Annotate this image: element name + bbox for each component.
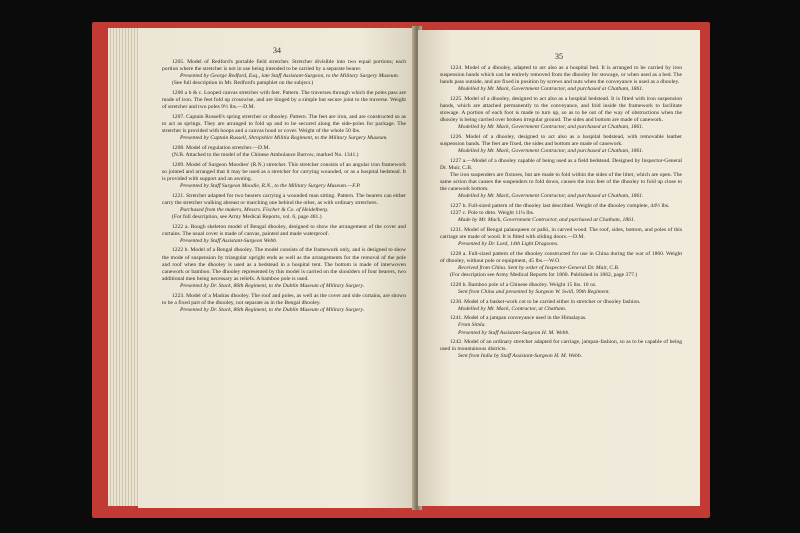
entry-text: 1221. Stretcher adapted for two bearers carrying a wounded man sitting. Pattern. The bearers can either carry the stretcher walking abreast or marching one behind the other, as with ordinary stretchers.: [162, 192, 406, 206]
entry-text: 1225. Model of a dhooley, designed to act also as a hospital bedstead. It is fitted with iron suspension bands, which are attached permanently to the conveyance, and fold inside the framework to facilitate stowage. A portion of each foot is made to turn up, so as to be out of the way of obstructions when the dhooley is being carried over broken irregular ground. The sides and bottom are made of canework.: [440, 95, 682, 124]
catalogue-entry: [162, 193, 406, 221]
entry-text: 1227 c. Pole to ditto. Weight 11¼ lbs.: [450, 210, 535, 217]
entry-provenance: Presented by Dr. Stack, 86th Regiment, to the Dublin Museum of Military Surgery.: [180, 306, 365, 313]
entry-provenance: From Simla.: [458, 322, 486, 329]
entry-text: 1223. Model of a Madras dhooley. The roof and poles, as well as the cover and side curtains, are shown to be a fixed part of the dhooley, not separate as in the Bengal dhooley.: [162, 292, 406, 306]
page-edge-stack: [108, 28, 140, 506]
page-number-right: 35: [555, 52, 563, 61]
entry-provenance: Sent from India by Staff Assistant-Surgeon H. M. Webb.: [458, 353, 583, 360]
catalogue-entry: [440, 339, 682, 360]
entry-text: 1207. Captain Russell's spring stretcher or dhooley. Pattern. The feet are iron, and are constructed so as to act as springs. They are arranged to fold up and to be secured along the side-poles for package. The stretcher is provided with hoops and a canvas hood or cover. Weight of the whole 50 lbs.: [162, 113, 406, 135]
catalogue-entry: [162, 247, 406, 290]
entry-provenance: Presented by Staff Assistant-Surgeon Webb.: [180, 237, 278, 244]
entry-text: (For description see Army Medical Reports for 1860. Published in 1862, page 377.): [450, 272, 638, 279]
entry-provenance: Modelled by Mr. Mack, Government Contractor, and purchased at Chatham, 1861.: [458, 193, 644, 200]
catalogue-entry: [440, 251, 682, 279]
entry-provenance: Presented by Staff Surgeon Moodie, R.N., to the Military Surgery Museum.—F.P.: [180, 182, 361, 189]
entry-text: 1222 a. Rough skeleton model of Bengal dhooley, designed to show the arrangement of the cover and curtains. The usual cover is made of canvas, painted and made waterproof.: [162, 223, 406, 237]
entry-text: (N.B. Attached to the model of the Chinese Ambulance Barrow, marked No. 1341.): [172, 151, 359, 158]
entry-provenance: Presented by Dr. Lord, 14th Light Dragoons.: [458, 241, 559, 248]
entry-provenance: Sent from China and presented by Surgeon W. Swill, 99th Regiment.: [458, 288, 610, 295]
catalogue-entry: [440, 299, 682, 313]
entry-text: (See full description in Mr. Redford's pamphlet on the subject.): [172, 80, 314, 87]
entry-text: 1222 b. Model of a Bengal dhooley. The model consists of the framework only, and is designed to show the mode of suspension by triangular upright ends as well as the arrangements for the removal of the pole and roof when the dhooley is used as a bedstead in a hospital tent. The bottom is made of interwoven canework or bamboo. The dhooley represented by this model is carried on the shoulders of four bearers, two additional men being necessary as reliefs. A bamboo pole is used.: [162, 247, 406, 282]
entry-text: 1227 b. Full-sized pattern of the dhooley last described. Weight of the dhooley complete, 44½ lbs.: [450, 203, 670, 210]
entry-provenance: Purchased from the makers, Messrs. Fischer & Co. of Heidelberg.: [180, 206, 329, 213]
catalogue-entry: [162, 145, 406, 159]
entry-text: 1209. Model of Surgeon Moodies' (R.N.) stretcher. This stretcher consists of an angular iron framework so jointed and arranged that it may be used as a stretcher for carrying wounded, or as a hospital bedstead. It is provided with support and an awning.: [162, 161, 406, 182]
entry-text: 1208. Model of regulation stretcher.—D.M.: [172, 144, 270, 151]
entry-text: 1206 a b & c. Looped canvas stretcher with feet. Pattern. The traverses through which the poles pass are made of iron. The feet fold up crosswise, and are hinged by a simple but secure joint to the traverse. Weight of stretcher and two poles 9½ lbs.—D.M.: [162, 89, 406, 111]
entry-provenance: Received from China. Sent by order of Inspector-General Dr. Muir, C.B.: [458, 265, 620, 271]
catalogue-entry: [440, 227, 682, 248]
entry-provenance: Modelled by Mr. Mack, Government Contractor, and purchased at Chatham, 1861.: [458, 86, 644, 93]
entry-provenance: Presented by Dr. Stack, 86th Regiment, to the Dublin Museum of Military Surgery.: [180, 282, 365, 289]
catalogue-entry: [440, 158, 682, 201]
entry-provenance: Modelled by Mr. Mack, Government Contractor, and purchased at Chatham, 1861.: [458, 124, 644, 131]
catalogue-entry: [162, 90, 406, 111]
catalogue-entry: [162, 59, 406, 87]
catalogue-entry: [440, 203, 682, 224]
catalogue-entry: [440, 96, 682, 131]
catalogue-entry: [440, 282, 682, 296]
entry-text: 1241. Model of a jampan conveyance used in the Himalayas.: [450, 315, 587, 322]
catalogue-entry: [440, 65, 682, 93]
right-page-text: [418, 65, 700, 361]
entry-provenance: Made by Mr. Mack, Government Contractor, and purchased at Chatham, 1861.: [458, 217, 636, 224]
entry-text: 1231. Model of Bengal palanqueen or palki, in carved wood. The roof, sides, bottom, and poles of this carriage are made of wood. It is fitted with sliding doors.—D.M.: [440, 226, 682, 241]
entry-text: 1242. Model of an ordinary stretcher adapted for carriage, jampan-fashion, so as to be capable of being used in mountainous districts.: [440, 339, 682, 353]
entry-text: 1227 a.—Model of a dhooley capable of being used as a field bedstead. Designed by Inspector-General Dr. Muir, C.B.: [440, 157, 682, 171]
entry-provenance: Presented by Captain Russell, Shropshire Militia Regiment, to the Military Surgery Museum.: [180, 135, 388, 142]
catalogue-entry: [440, 315, 682, 336]
entry-text: The iron suspenders are fixtures, but are made to fold within the sides of the litter, which are open. The same action that causes the suspenders to fold down, causes the iron feet of the dhooley to fold up close to the canework bottom.: [440, 172, 682, 193]
entry-provenance: Modelled by Mr. Mack, Contractor, at Chatham.: [458, 305, 567, 312]
entry-provenance: Presented by Staff Assistant-Surgeon H. M. Webb.: [458, 329, 570, 336]
catalogue-entry: [162, 224, 406, 245]
entry-text: (For full description, see Army Medical Reports, vol. 6, page 481.): [172, 213, 322, 220]
entry-text: 1224. Model of a dhooley, adapted to act also as a hospital bed. It is arranged to be carried by iron suspension bands which can be entirely removed from the dhooley for stowage, or when used as a bed. The bands pass outside, and are fixed in position by screws and nuts when the conveyance is used as a dhooley.: [440, 65, 682, 86]
page-number-left: 34: [273, 46, 281, 55]
catalogue-entry: [162, 293, 406, 314]
left-page: [138, 28, 416, 508]
entry-text: 1228 b. Bamboo pole of a Chinese dhooley. Weight 15 lbs. 10 oz.: [450, 281, 597, 288]
entry-text: 1226. Model of a dhooley, designed to act also as a hospital bedstead, with removable leather suspension bands. The feet are fixed, the sides and bottom are made of canework.: [440, 134, 682, 148]
entry-text: 1228 a. Full-sized pattern of the dhooley constructed for use in China during the war of 1860. Weight of dhooley, without pole or equipment, 45 lbs.—W.O.: [440, 250, 682, 264]
right-page: [418, 30, 700, 506]
entry-text: 1205. Model of Redford's portable field stretcher. Stretcher divisible into two equal portions; each portion where the stretcher is not in use being intended to be carried by a separate bearer.: [162, 59, 406, 73]
catalogue-entry: [440, 134, 682, 155]
left-page-text: [138, 59, 416, 314]
entry-provenance: Modelled by Mr. Mack, Government Contractor, and purchased at Chatham, 1861.: [458, 148, 644, 155]
entry-provenance: Presented by George Redford, Esq., late Staff Assistant-Surgeon, to the Military Surgery Museum.: [180, 73, 400, 80]
entry-text: 1230. Model of a basket-work cot to be carried either in stretcher or dhooley fashion.: [450, 298, 641, 305]
catalogue-entry: [162, 162, 406, 190]
catalogue-entry: [162, 114, 406, 142]
